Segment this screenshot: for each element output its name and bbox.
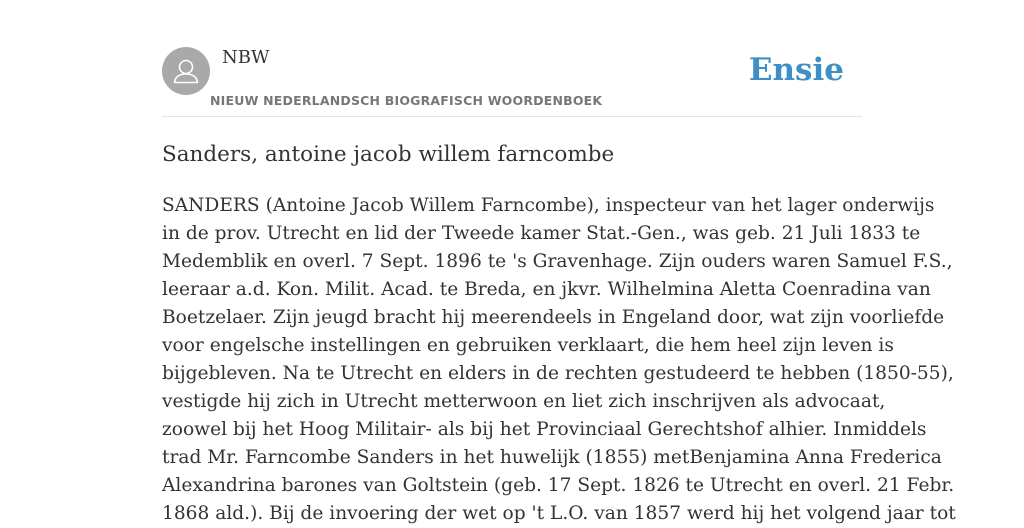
article-line: 1868 ald.). Bij de invoering der wet op 't L.O. van 1857 werd hij het volgend jaar tot (162, 503, 956, 524)
article-line: trad Mr. Farncombe Sanders in het huwelijk (1855) metBenjamina Anna Frederica (162, 447, 942, 468)
brand-logo[interactable]: Ensie (748, 52, 844, 88)
article-line: bijgebleven. Na te Utrecht en elders in de rechten gestudeerd te hebben (1850-55), (162, 363, 954, 384)
article-line: in de prov. Utrecht en lid der Tweede kamer Stat.-Gen., was geb. 21 Juli 1833 te (162, 223, 921, 244)
article-line: vestigde hij zich in Utrecht metterwoon en liet zich inschrijven als advocaat, (162, 391, 886, 412)
article-line: Medemblik en overl. 7 Sept. 1896 te 's Gravenhage. Zijn ouders waren Samuel F.S., (162, 251, 953, 272)
source-avatar[interactable] (162, 47, 210, 95)
article-line: leeraar a.d. Kon. Milit. Acad. te Breda, en jkvr. Wilhelmina Aletta Coenradina van (162, 279, 931, 300)
article-line: SANDERS (Antoine Jacob Willem Farncombe), inspecteur van het lager onderwijs (162, 195, 935, 216)
source-header (162, 46, 862, 117)
article-line: Alexandrina barones van Goltstein (geb. 17 Sept. 1826 te Utrecht en overl. 21 Febr. (162, 475, 955, 496)
user-icon (162, 47, 210, 95)
article-title: Sanders, antoine jacob willem farncombe (162, 142, 615, 167)
source-name[interactable]: NBW (222, 47, 270, 68)
article-line: voor engelsche instellingen en gebruiken verklaart, die hem heel zijn leven is (162, 335, 894, 356)
article-line: zoowel bij het Hoog Militair- als bij het Provinciaal Gerechtshof alhier. Inmiddels (162, 419, 927, 440)
source-subtitle: NIEUW NEDERLANDSCH BIOGRAFISCH WOORDENBOEK (210, 93, 603, 108)
article-body (162, 192, 956, 528)
article-line: Boetzelaer. Zijn jeugd bracht hij meerendeels in Engeland door, wat zijn voorliefde (162, 307, 945, 328)
